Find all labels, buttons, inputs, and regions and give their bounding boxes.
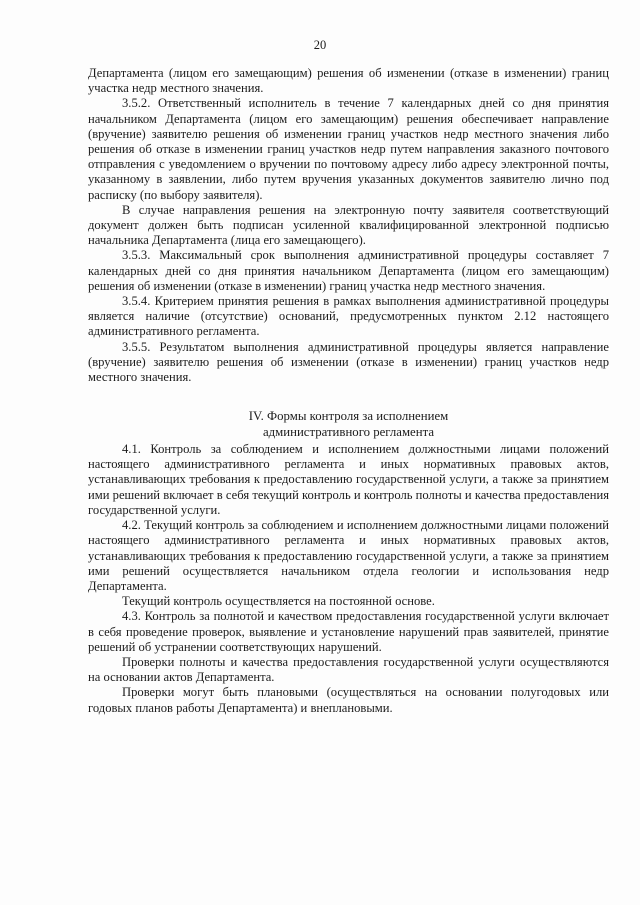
paragraph-4-1: 4.1. Контроль за соблюдением и исполнением должностными лицами положений настоящего административного регламента и иных нормативных правовых актов, устанавливающих требования к предоставлению государственной услуги, а также за принятием ими решений включает в себя текущий контроль и контроль полноты и качества предоставления государственной услуги.	[88, 442, 609, 517]
paragraph-3-5-4: 3.5.4. Критерием принятия решения в рамках выполнения административной процедуры является наличие (отсутствие) оснований, предусмотренных пунктом 2.12 настоящего административного регламента.	[88, 294, 609, 339]
paragraph-checks-basis: Проверки полноты и качества предоставления государственной услуги осуществляются на основании актов Департамента.	[88, 654, 609, 685]
section-heading	[88, 409, 609, 440]
paragraph-3-5-2: 3.5.2. Ответственный исполнитель в течение 7 календарных дней со дня принятия начальником Департамента (лицом его замещающим) решения обеспечивает направление (вручение) заявителю решения об изменении границ участков недр местного значения либо решения об отказе в изменении границ участков недр путем направления заказного почтового отправления с уведомлением о вручении по почтовому адресу либо адресу электронной почты, указанному в заявлении, либо путем вручения указанных документов заявителю лично под расписку (по выбору заявителя).	[88, 96, 609, 202]
paragraph-4-3: 4.3. Контроль за полнотой и качеством предоставления государственной услуги включает в себя проведение проверок, выявление и установление нарушений прав заявителей, принятие решений об устранении соответствующих нарушений.	[88, 609, 609, 654]
paragraph-continued: Департамента (лицом его замещающим) решения об изменении (отказе в изменении) границ участка недр местного значения.	[88, 66, 609, 96]
paragraph-3-5-5: 3.5.5. Результатом выполнения административной процедуры является направление (вручение) заявителю решения об изменении (отказе в изменении) границ участков недр местного значения.	[88, 339, 609, 385]
page-number: 20	[313, 38, 327, 52]
paragraph-planned-checks: Проверки могут быть плановыми (осуществляться на основании полугодовых или годовых планов работы Департамента) и внеплановыми.	[88, 685, 609, 715]
paragraph-electronic-signature: В случае направления решения на электронную почту заявителя соответствующий документ должен быть подписан усиленной квалифицированной электронной подписью начальника Департамента (лица его замещающего).	[88, 202, 609, 248]
section-heading-line-2: административного регламента	[262, 424, 435, 439]
paragraph-3-5-3: 3.5.3. Максимальный срок выполнения административной процедуры составляет 7 календарных дней со дня принятия начальником Департамента (лицом его замещающим) решения об изменении (отказе в изменении) границ участка недр местного значения.	[88, 248, 609, 293]
paragraph-4-2: 4.2. Текущий контроль за соблюдением и исполнением должностными лицами положений настоящего административного регламента и иных нормативных правовых актов, устанавливающих требования к предоставлению государственной услуги, а также за принятием ими решений осуществляется начальником отдела геологии и использования недр Департамента.	[88, 518, 609, 593]
section-heading-line-1: IV. Формы контроля за исполнением	[248, 409, 449, 424]
paragraph-ongoing-control: Текущий контроль осуществляется на постоянной основе.	[122, 594, 435, 609]
page-content	[88, 66, 609, 716]
